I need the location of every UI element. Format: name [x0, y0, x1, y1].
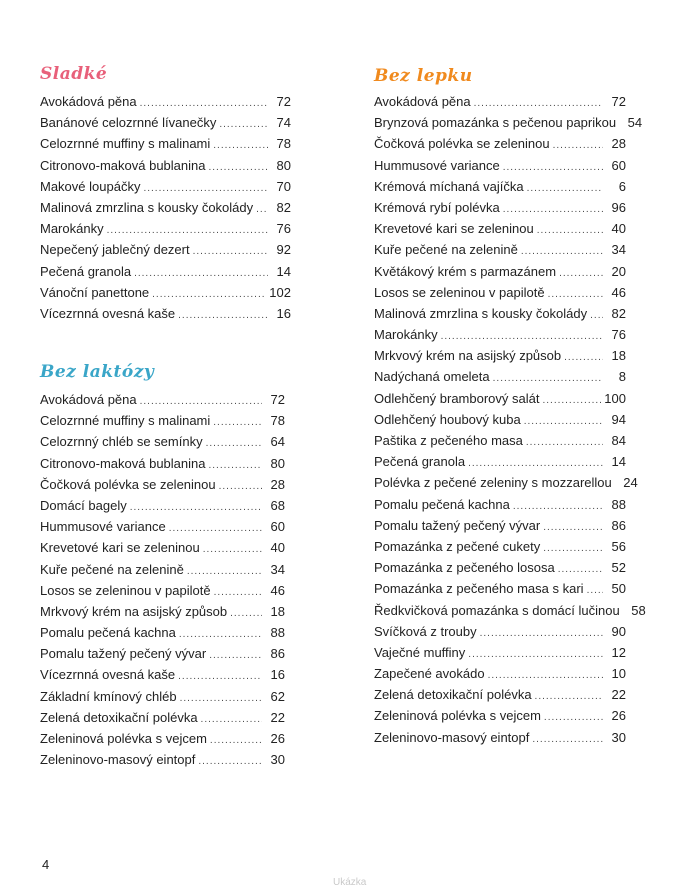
toc-entry [40, 392, 285, 413]
dot-leader [209, 650, 262, 661]
entry-title: Mrkvový krém na asijský způsob [40, 603, 228, 619]
entry-title: Odlehčený houbový kuba [374, 411, 521, 427]
dot-leader [441, 331, 603, 342]
entry-title: Krémová rybí polévka [374, 199, 500, 215]
entry-page-number: 50 [611, 581, 626, 597]
entry-title: Vaječné muffiny [374, 644, 466, 660]
dot-leader [187, 566, 262, 577]
toc-entry [40, 498, 285, 519]
entry-page-number: 26 [611, 708, 626, 724]
dot-leader [206, 438, 262, 449]
toc-entry [374, 687, 626, 708]
entry-page-number: 14 [611, 454, 626, 470]
entry-page-number: 8 [618, 369, 626, 385]
entry-page-number: 94 [611, 411, 626, 427]
dot-leader [503, 162, 603, 173]
section-heading-bez-laktozy: Bez laktózy [40, 362, 155, 382]
toc-entry [374, 348, 626, 369]
dot-leader [532, 734, 603, 745]
entry-title: Malinová zmrzlina s kousky čokolády [374, 305, 588, 321]
entry-title: Marokánky [40, 221, 104, 237]
entry-page-number: 16 [270, 667, 285, 683]
dot-leader [524, 416, 603, 427]
dot-leader [214, 587, 262, 598]
entry-page-number: 14 [276, 263, 291, 279]
dot-leader [230, 608, 262, 619]
entry-title: Losos se zeleninou v papilotě [374, 284, 545, 300]
toc-entry [374, 391, 626, 412]
entry-page-number: 80 [270, 455, 285, 471]
entry-title: Pomalu pečená kachna [40, 625, 176, 641]
dot-leader [521, 246, 603, 257]
toc-entry [40, 604, 285, 625]
entry-title: Celozrnné muffiny s malinami [40, 136, 211, 152]
toc-entry [374, 497, 626, 518]
toc-entry [374, 94, 626, 115]
dot-leader [208, 460, 262, 471]
entry-title: Zeleninová polévka s vejcem [40, 731, 207, 746]
entry-title: Ředkvičková pomazánka s domácí lučinou [374, 602, 620, 618]
entry-page-number: 60 [611, 157, 626, 173]
entry-title: Pomalu pečená kachna [374, 496, 510, 512]
dot-leader [548, 289, 603, 300]
toc-entry [374, 200, 626, 221]
entry-page-number: 86 [270, 646, 285, 662]
entry-title: Citronovo-maková bublanina [40, 157, 206, 173]
toc-entry [40, 242, 291, 263]
toc-entry [40, 710, 285, 731]
dot-leader [543, 543, 603, 554]
entry-page-number: 80 [276, 157, 291, 173]
toc-entry [374, 264, 626, 285]
entry-page-number: 78 [270, 413, 285, 429]
dot-leader [543, 522, 603, 533]
entry-page-number: 82 [276, 199, 291, 215]
dot-leader [537, 225, 603, 236]
entry-page-number: 60 [270, 519, 285, 535]
dot-leader [201, 714, 262, 725]
dot-leader [178, 671, 262, 682]
toc-entry [374, 136, 626, 157]
toc-entry [40, 158, 291, 179]
toc-entry [40, 115, 291, 136]
dot-leader [493, 373, 603, 384]
entry-page-number: 70 [276, 178, 291, 194]
entry-title: Krémová míchaná vajíčka [374, 178, 524, 194]
entry-page-number: 40 [270, 540, 285, 556]
entry-title: Pečená granola [374, 454, 466, 470]
entry-title: Zelená detoxikační polévka [40, 709, 198, 725]
toc-entry [374, 518, 626, 539]
dot-leader [219, 481, 262, 492]
entry-title: Květákový krém s parmazánem [374, 263, 557, 279]
dot-leader [143, 183, 268, 194]
dot-leader [219, 119, 268, 130]
section-sladke [40, 63, 291, 327]
entry-page-number: 28 [270, 476, 285, 492]
toc-entry [374, 242, 626, 263]
toc-entry [374, 602, 646, 624]
entry-title: Vícezrnná ovesná kaše [40, 667, 176, 683]
entry-page-number: 22 [270, 709, 285, 725]
entry-page-number: 64 [270, 434, 285, 450]
entry-title: Pomalu tažený pečený vývar [40, 646, 207, 662]
entry-page-number: 46 [270, 582, 285, 598]
section-heading-sladke: Sladké [40, 64, 108, 84]
entry-title: Kuře pečené na zelenině [374, 242, 518, 258]
toc-entry [374, 708, 626, 729]
entry-page-number: 72 [270, 392, 285, 407]
dot-leader [210, 735, 262, 746]
entry-list-bez-laktozy [40, 392, 285, 773]
entry-page-number: 100 [604, 390, 626, 406]
entry-page-number: 30 [611, 729, 626, 745]
dot-leader [468, 649, 603, 660]
entry-list-sladke [40, 94, 291, 327]
entry-page-number: 86 [611, 517, 626, 533]
dot-leader [468, 458, 603, 469]
entry-title: Brynzová pomazánka s pečenou paprikou [374, 115, 617, 131]
entry-title: Pečená granola [40, 263, 132, 279]
entry-title: Zeleninová polévka s vejcem [374, 708, 541, 724]
entry-title: Malinová zmrzlina s kousky čokolády [40, 199, 254, 215]
entry-title: Pomazánka z pečeného lososa [374, 560, 555, 576]
dot-leader [130, 502, 262, 513]
toc-entry [374, 412, 626, 433]
entry-title: Avokádová pěna [40, 392, 137, 407]
entry-title: Domácí bagely [40, 497, 127, 513]
entry-page-number: 56 [611, 538, 626, 554]
dot-leader [488, 670, 603, 681]
toc-entry [40, 179, 291, 200]
watermark: Ukázka [333, 877, 367, 888]
entry-page-number: 24 [623, 475, 638, 491]
entry-title: Zapečené avokádo [374, 666, 485, 682]
entry-title: Čočková polévka se zeleninou [374, 136, 550, 152]
dot-leader [544, 712, 603, 723]
entry-page-number: 10 [611, 666, 626, 682]
toc-entry [40, 689, 285, 710]
entry-title: Kuře pečené na zelenině [40, 561, 184, 577]
dot-leader [480, 628, 603, 639]
entry-title: Polévka z pečené zeleniny s mozzarellou [374, 475, 612, 491]
entry-title: Pomalu tažený pečený vývar [374, 517, 541, 533]
dot-leader [152, 289, 266, 300]
toc-entry [374, 730, 626, 751]
entry-page-number: 74 [276, 115, 291, 131]
entry-list-bez-lepku [374, 94, 646, 751]
toc-entry [40, 477, 285, 498]
dot-leader [513, 501, 603, 512]
dot-leader [198, 756, 262, 767]
entry-page-number: 54 [627, 115, 643, 131]
entry-page-number: 18 [270, 603, 285, 619]
toc-entry [374, 475, 638, 496]
dot-leader [213, 140, 268, 151]
toc-entry [374, 539, 626, 560]
toc-entry [374, 179, 626, 200]
dot-leader [178, 310, 268, 321]
dot-leader [542, 395, 601, 406]
toc-entry [40, 583, 285, 604]
toc-entry [374, 645, 626, 666]
dot-leader [179, 629, 262, 640]
entry-page-number: 84 [611, 433, 626, 448]
section-heading-bez-lepku: Bez lepku [374, 66, 473, 86]
toc-entry [40, 200, 291, 221]
toc-entry [40, 94, 291, 115]
toc-entry [374, 624, 626, 645]
toc-entry [40, 731, 285, 752]
dot-leader [559, 268, 603, 279]
dot-leader [140, 98, 268, 109]
toc-entry [374, 221, 626, 242]
entry-page-number: 46 [611, 284, 626, 300]
entry-page-number: 34 [270, 561, 285, 577]
entry-page-number: 16 [276, 305, 291, 321]
entry-title: Svíčková z trouby [374, 623, 477, 639]
dot-leader [526, 437, 603, 448]
entry-title: Hummusové variance [40, 519, 166, 535]
dot-leader [535, 691, 603, 702]
entry-page-number: 30 [270, 752, 285, 768]
toc-entry [40, 434, 285, 455]
toc-entry [374, 327, 626, 348]
entry-page-number: 90 [611, 623, 626, 639]
dot-leader [558, 564, 603, 575]
dot-leader [213, 417, 262, 428]
dot-leader [140, 396, 262, 407]
entry-page-number: 76 [276, 221, 291, 237]
entry-title: Zeleninovo-masový eintopf [40, 752, 196, 768]
dot-leader [590, 310, 603, 321]
entry-page-number: 18 [611, 348, 626, 364]
entry-title: Základní kmínový chléb [40, 688, 177, 704]
entry-page-number: 72 [611, 94, 626, 109]
entry-page-number: 68 [270, 497, 285, 513]
entry-page-number: 20 [611, 263, 626, 279]
toc-entry [40, 285, 291, 306]
dot-leader [474, 98, 603, 109]
entry-page-number: 88 [611, 496, 626, 512]
entry-title: Krevetové kari se zeleninou [40, 540, 200, 556]
entry-page-number: 82 [611, 305, 626, 321]
dot-leader [553, 140, 603, 151]
entry-page-number: 12 [611, 644, 626, 660]
entry-title: Paštika z pečeného masa [374, 433, 523, 448]
entry-title: Avokádová pěna [374, 94, 471, 109]
entry-title: Hummusové variance [374, 157, 500, 173]
toc-entry [374, 433, 626, 454]
entry-page-number: 28 [611, 136, 626, 152]
entry-title: Makové loupáčky [40, 178, 141, 194]
toc-entry [40, 413, 285, 434]
entry-title: Vícezrnná ovesná kaše [40, 305, 176, 321]
toc-entry [40, 456, 285, 477]
entry-title: Čočková polévka se zeleninou [40, 476, 216, 492]
entry-title: Pomazánka z pečené cukety [374, 538, 541, 554]
entry-title: Citronovo-maková bublanina [40, 455, 206, 471]
toc-entry [40, 221, 291, 242]
entry-title: Nepečený jablečný dezert [40, 242, 190, 258]
dot-leader [527, 183, 603, 194]
entry-page-number: 76 [611, 327, 626, 343]
toc-entry [40, 667, 285, 688]
dot-leader [564, 352, 603, 363]
entry-title: Vánoční panettone [40, 284, 150, 300]
entry-title: Zeleninovo-masový eintopf [374, 729, 530, 745]
entry-page-number: 58 [631, 602, 646, 618]
entry-page-number: 96 [611, 199, 626, 215]
section-bez-laktozy [40, 361, 285, 773]
entry-title: Mrkvový krém na asijský způsob [374, 348, 562, 364]
toc-entry [374, 306, 626, 327]
dot-leader [169, 523, 262, 534]
toc-entry [40, 562, 285, 583]
toc-entry [374, 560, 626, 581]
toc-entry [374, 666, 626, 687]
entry-page-number: 78 [276, 136, 291, 152]
entry-page-number: 26 [270, 731, 285, 746]
toc-entry [40, 752, 285, 773]
dot-leader [208, 162, 268, 173]
entry-page-number: 88 [270, 625, 285, 641]
toc-entry [374, 158, 626, 179]
dot-leader [587, 585, 603, 596]
toc-entry [374, 115, 643, 136]
entry-title: Losos se zeleninou v papilotě [40, 582, 211, 598]
entry-title: Krevetové kari se zeleninou [374, 221, 534, 237]
dot-leader [203, 544, 262, 555]
dot-leader [503, 204, 603, 215]
entry-page-number: 40 [611, 221, 626, 237]
toc-entry [40, 264, 291, 285]
entry-title: Celozrnné muffiny s malinami [40, 413, 211, 429]
toc-entry [40, 306, 291, 327]
toc-entry [40, 646, 285, 667]
toc-entry [374, 285, 626, 306]
page-number: 4 [42, 857, 50, 872]
entry-page-number: 52 [611, 560, 626, 576]
dot-leader [256, 204, 268, 215]
entry-page-number: 72 [276, 94, 291, 109]
entry-title: Pomazánka z pečeného masa s kari [374, 581, 584, 597]
toc-entry [40, 136, 291, 157]
section-bez-lepku [374, 65, 646, 751]
entry-title: Banánové celozrnné lívanečky [40, 115, 217, 131]
entry-page-number: 62 [270, 688, 285, 704]
toc-entry [374, 454, 626, 475]
entry-title: Nadýchaná omeleta [374, 369, 490, 385]
entry-page-number: 102 [269, 284, 291, 300]
toc-entry [40, 540, 285, 561]
toc-entry [40, 519, 285, 540]
toc-entry [40, 625, 285, 646]
entry-title: Marokánky [374, 327, 438, 343]
entry-page-number: 6 [618, 178, 626, 194]
entry-page-number: 34 [611, 242, 626, 258]
toc-entry [374, 581, 626, 602]
entry-title: Zelená detoxikační polévka [374, 687, 532, 703]
entry-page-number: 22 [611, 687, 626, 703]
dot-leader [193, 246, 268, 257]
toc-entry [374, 369, 626, 390]
dot-leader [107, 225, 268, 236]
entry-title: Avokádová pěna [40, 94, 137, 109]
entry-title: Celozrnný chléb se semínky [40, 434, 203, 450]
entry-title: Odlehčený bramborový salát [374, 390, 540, 406]
entry-page-number: 92 [276, 242, 291, 258]
dot-leader [134, 268, 268, 279]
dot-leader [180, 693, 262, 704]
